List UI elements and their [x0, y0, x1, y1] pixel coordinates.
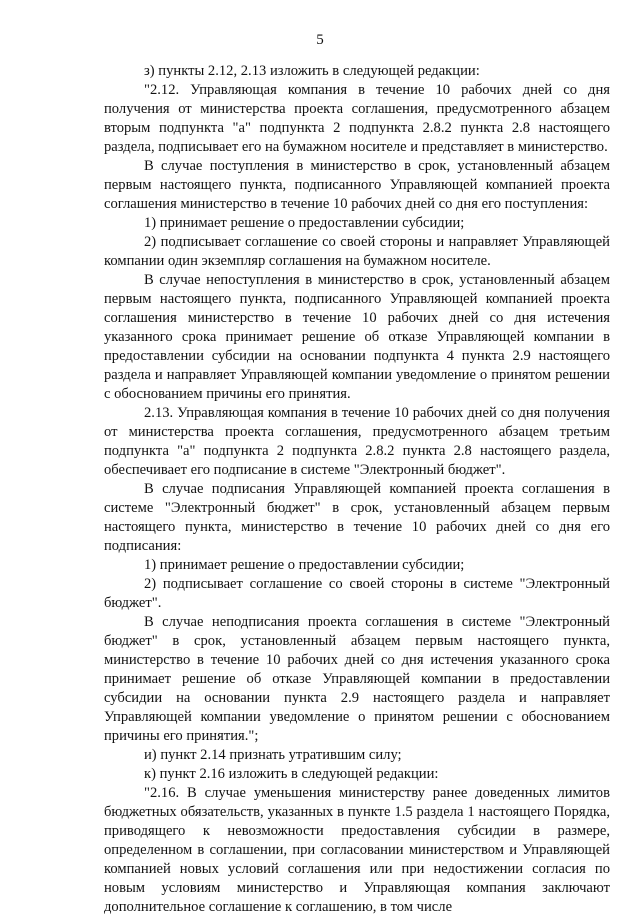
- paragraph-2-13-signing: В случае подписания Управляющей компанией проекта соглашения в системе "Электронный бюджет" в срок, установленный абзацем первым настоящего пункта, министерство в течение 10 рабочих дней со дня его подписания:: [104, 481, 610, 554]
- paragraph-2-13-item-2: 2) подписывает соглашение со своей стороны в системе "Электронный бюджет".: [104, 576, 610, 611]
- paragraph-2-13: 2.13. Управляющая компания в течение 10 рабочих дней со дня получения от министерства проекта соглашения, предусмотренного абзацем третьим подпункта "а" подпункта 2 подпункта 2.8.2 пункта 2.8 настоящего раздела, обеспечивает его подписание в системе "Электронный бюджет".: [104, 405, 610, 478]
- paragraph-2-12-item-2: 2) подписывает соглашение со своей стороны и направляет Управляющей компании один экземпляр соглашения на бумажном носителе.: [104, 234, 610, 269]
- paragraph-2-12: "2.12. Управляющая компания в течение 10 рабочих дней со дня получения от министерства проекта соглашения, предусмотренного абзацем вторым подпункта "а" подпункта 2 подпункта 2.8.2 пункта 2.8 настоящего раздела, подписывает его на бумажном носителе и представляет в министерство.: [104, 82, 610, 155]
- paragraph-amendment-i: и) пункт 2.14 признать утратившим силу;: [144, 747, 402, 763]
- paragraph-2-12-non-receipt: В случае непоступления в министерство в срок, установленный абзацем первым настоящего пункта, подписанного Управляющей компанией проекта соглашения министерство в течение 10 рабочих дней со дня истечения указанного срока принимает решение об отказе Управляющей компании в предоставлении субсидии на основании подпункта 4 пункта 2.9 настоящего раздела и направляет Управляющей компании уведомление о принятом решении с обоснованием причины его принятия.: [104, 272, 610, 402]
- paragraph-2-12-item-1: 1) принимает решение о предоставлении субсидии;: [144, 215, 465, 231]
- paragraph-2-12-receipt: В случае поступления в министерство в срок, установленный абзацем первым настоящего пункта, подписанного Управляющей компанией проекта соглашения министерство в течение 10 рабочих дней со дня его поступления:: [104, 158, 610, 212]
- paragraph-2-13-item-1: 1) принимает решение о предоставлении субсидии;: [144, 557, 465, 573]
- paragraph-2-16: "2.16. В случае уменьшения министерству ранее доведенных лимитов бюджетных обязательств, указанных в пункте 1.5 раздела 1 настоящего Порядка, приводящего к невозможности предоставления субсидии в размере, определенном в соглашении, при согласовании министерством и Управляющей компанией новых условий соглашения или при недостижении согласия по новым условиям министерство и Управляющая компания заключают дополнительное соглашение к соглашению, в том числе: [104, 785, 610, 915]
- paragraph-2-13-non-signing: В случае неподписания проекта соглашения в системе "Электронный бюджет" в срок, установленный абзацем первым настоящего пункта, министерство в течение 10 рабочих дней со дня истечения указанного срока принимает решение об отказе Управляющей компании в предоставлении субсидии на основании пункта 2.9 настоящего раздела и направляет Управляющей компании уведомление о принятом решении с обоснованием причины его принятия.";: [104, 614, 610, 744]
- document-body: [104, 62, 610, 917]
- paragraph-amendment-z: з) пункты 2.12, 2.13 изложить в следующей редакции:: [144, 63, 480, 79]
- page-number: 5: [316, 32, 324, 48]
- paragraph-amendment-k: к) пункт 2.16 изложить в следующей редакции:: [144, 766, 439, 782]
